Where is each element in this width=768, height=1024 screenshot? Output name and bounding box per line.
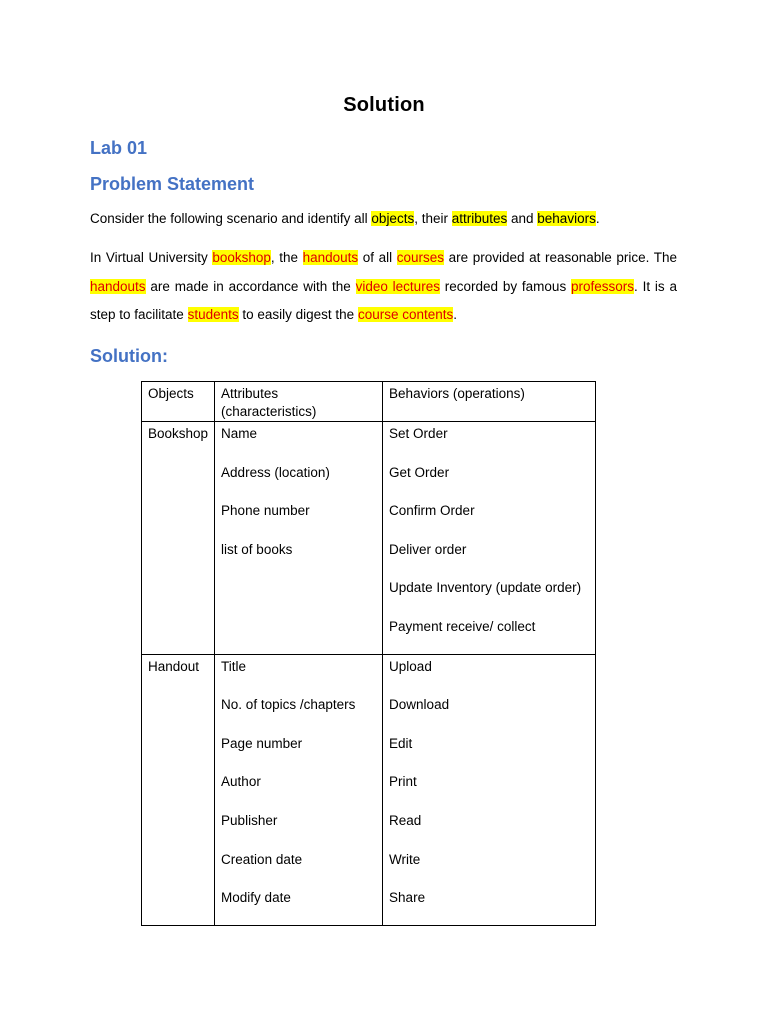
- behaviors-cell: [383, 654, 596, 925]
- scenario-paragraph: In Virtual University bookshop, the handouts of all courses are provided at reasonable price. The handouts are made in accordance with the video lectures recorded by famous professors. It is a step to facilitate students to easily digest the course contents.: [90, 250, 677, 322]
- list-item: Creation date: [221, 851, 303, 867]
- list-item: Payment receive/ collect: [389, 618, 536, 634]
- list-item: Title: [221, 658, 247, 674]
- list-item: Confirm Order: [389, 503, 475, 519]
- behaviors-cell: [383, 422, 596, 655]
- table-row: [142, 654, 596, 925]
- list-item: Address (location): [221, 464, 330, 480]
- list-item: No. of topics /chapters: [221, 697, 356, 713]
- list-item: Get Order: [389, 464, 450, 480]
- highlight-handouts-2: handouts: [90, 278, 146, 294]
- table-header-row: [142, 382, 596, 422]
- list-item: Page number: [221, 735, 303, 751]
- list-item: Print: [389, 774, 417, 790]
- highlight-attributes: attributes: [451, 211, 508, 226]
- intro-paragraph: Consider the following scenario and identify all objects, their attributes and behaviors.: [90, 211, 600, 226]
- highlight-video-lectures: video lectures: [355, 278, 440, 294]
- list-item: Name: [221, 426, 258, 441]
- lab-heading: Lab 01: [90, 138, 148, 158]
- list-item: Download: [389, 697, 450, 713]
- table-header-cell: Objects: [142, 382, 215, 422]
- problem-statement-heading: Problem Statement: [90, 174, 255, 194]
- object-cell: Bookshop: [142, 422, 215, 655]
- list-item: Author: [221, 774, 261, 790]
- table-row: [142, 422, 596, 655]
- list-item: list of books: [221, 541, 293, 557]
- list-item: Deliver order: [389, 541, 467, 557]
- attributes-cell: [215, 422, 383, 655]
- page-title: Solution: [343, 94, 425, 116]
- list-item: Read: [389, 812, 422, 828]
- solution-heading: Solution:: [90, 346, 168, 366]
- table-header-cell: Attributes (characteristics): [215, 382, 383, 422]
- highlight-objects: objects: [371, 211, 415, 226]
- highlight-course-contents: course contents: [357, 307, 454, 322]
- highlight-courses: courses: [396, 250, 445, 265]
- attributes-cell: [215, 654, 383, 925]
- object-cell: Handout: [142, 654, 215, 925]
- highlight-students: students: [187, 307, 239, 322]
- list-item: Share: [389, 890, 426, 906]
- list-item: Publisher: [221, 812, 278, 828]
- list-item: Update Inventory (update order): [389, 580, 582, 596]
- table-header-cell: Behaviors (operations): [383, 382, 596, 422]
- list-item: Upload: [389, 658, 432, 674]
- highlight-behaviors: behaviors: [537, 211, 596, 226]
- highlight-handouts: handouts: [302, 250, 359, 265]
- list-item: Phone number: [221, 503, 310, 519]
- list-item: Write: [389, 851, 421, 867]
- highlight-professors: professors: [571, 278, 635, 294]
- objects-table: [141, 381, 596, 926]
- list-item: Modify date: [221, 890, 291, 906]
- list-item: Set Order: [389, 426, 448, 441]
- highlight-bookshop: bookshop: [212, 250, 271, 265]
- list-item: Edit: [389, 735, 413, 751]
